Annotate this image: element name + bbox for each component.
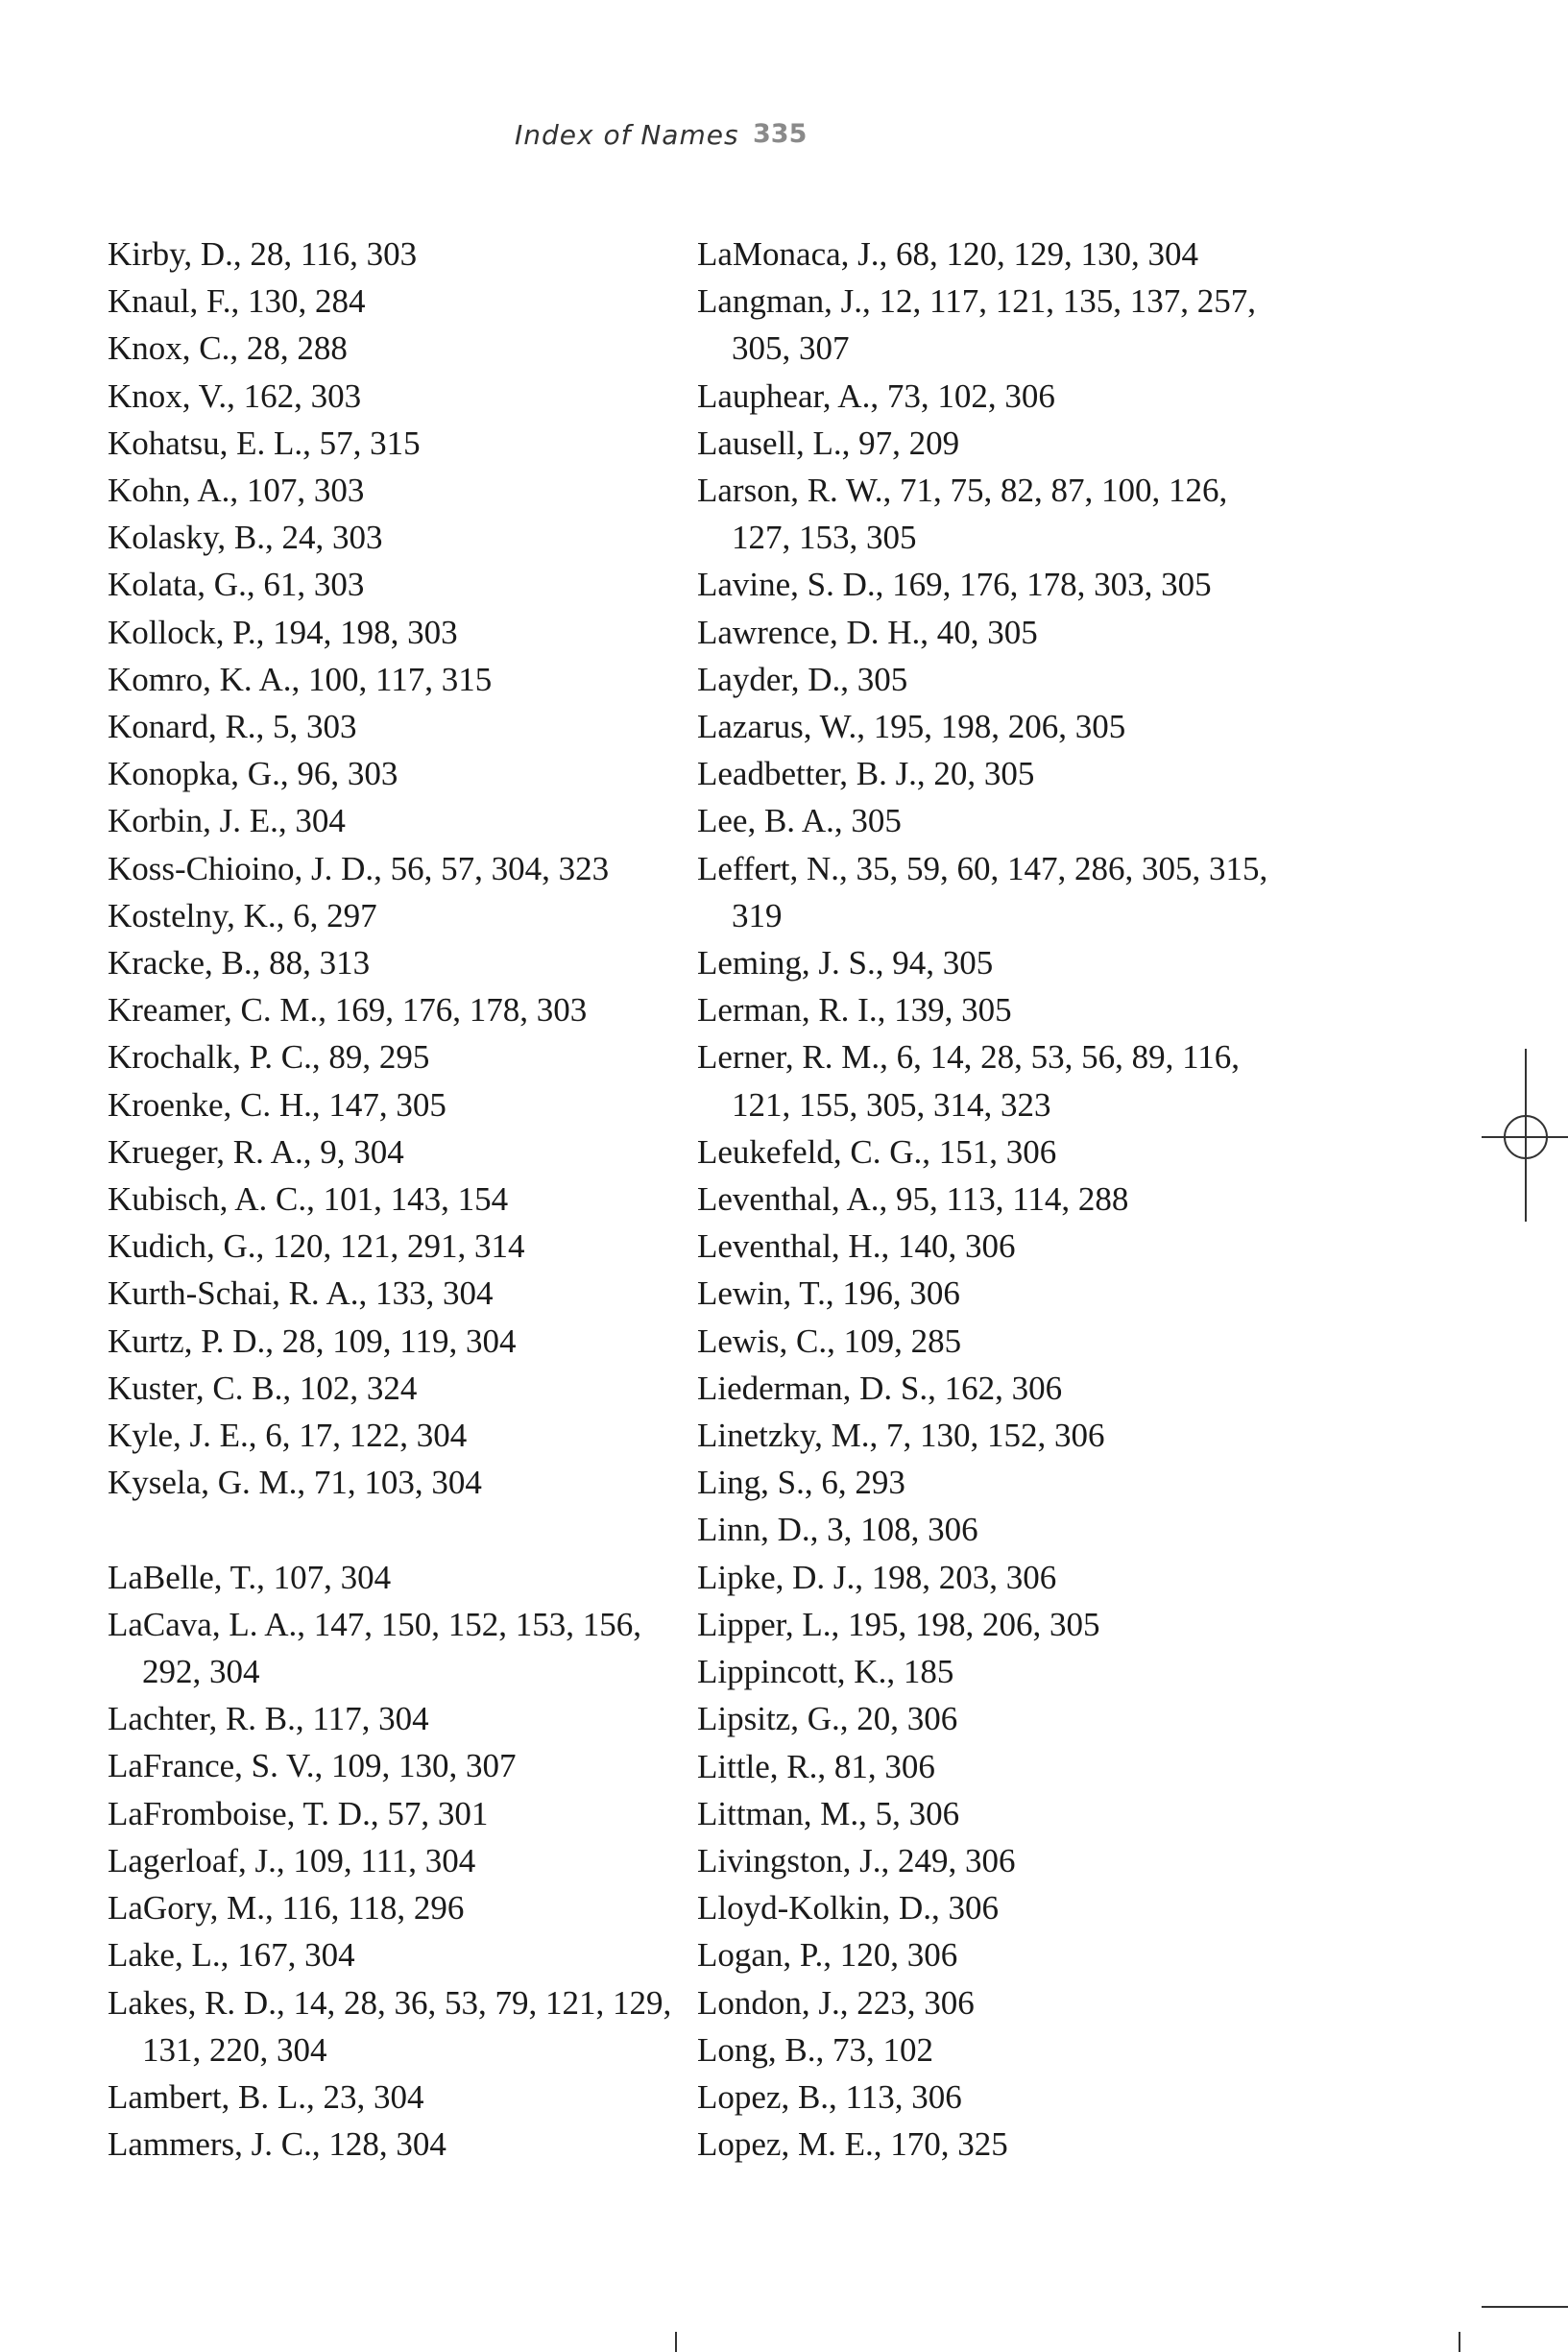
registration-target-icon [1504,1115,1548,1159]
index-entry: Lerner, R. M., 6, 14, 28, 53, 56, 89, 116, 121, 155, 305, 314, 323 [697,1038,1241,1124]
index-entry: Kohatsu, E. L., 57, 315 [108,424,421,462]
index-entry: Kollock, P., 194, 198, 303 [108,613,458,651]
index-column-right [697,230,1292,2168]
index-entry: Logan, P., 120, 306 [697,1936,958,1975]
index-entry: Konopka, G., 96, 303 [108,755,398,793]
index-entry: Lawrence, D. H., 40, 305 [697,613,1038,651]
index-entry: Little, R., 81, 306 [697,1747,935,1785]
index-entry: Kolata, G., 61, 303 [108,566,365,604]
index-entry: Leventhal, H., 140, 306 [697,1227,1016,1266]
index-entry: Livingston, J., 249, 306 [697,1841,1016,1879]
index-entry: Komro, K. A., 100, 117, 315 [108,660,493,698]
index-entry: Korbin, J. E., 304 [108,802,346,840]
index-entry: Kurtz, P. D., 28, 109, 119, 304 [108,1321,517,1360]
index-entry: Littman, M., 5, 306 [697,1794,960,1832]
index-column-left [108,230,674,2168]
index-entry: Lauphear, A., 73, 102, 306 [697,376,1055,415]
index-entry: Lopez, M. E., 170, 325 [697,2125,1008,2164]
crop-mark-bottom-right-vertical [1459,2332,1460,2352]
running-header [0,119,1568,158]
index-entry: Kohn, A., 107, 303 [108,472,365,510]
page-number: 335 [753,119,808,149]
index-entry: Linn, D., 3, 108, 306 [697,1511,978,1549]
index-entry: Leming, J. S., 94, 305 [697,944,994,982]
index-entry: Lee, B. A., 305 [697,802,902,840]
index-entry: Lambert, B. L., 23, 304 [108,2077,424,2116]
index-entry: Linetzky, M., 7, 130, 152, 306 [697,1417,1105,1455]
index-entry: Lloyd-Kolkin, D., 306 [697,1889,1000,1928]
index-entry: LaMonaca, J., 68, 120, 129, 130, 304 [697,235,1199,273]
section-gap [108,1506,674,1553]
index-entry: Leukefeld, C. G., 151, 306 [697,1132,1057,1171]
index-entry: Leventhal, A., 95, 113, 114, 288 [697,1180,1129,1219]
index-entry: Leffert, N., 35, 59, 60, 147, 286, 305, 315, 319 [697,849,1268,934]
index-entry: Liederman, D. S., 162, 306 [697,1369,1063,1407]
index-entry: Lipke, D. J., 198, 203, 306 [697,1558,1057,1596]
index-entry: Knox, C., 28, 288 [108,329,348,368]
index-entry: Kostelny, K., 6, 297 [108,896,377,934]
crop-mark-bottom-right-horizontal [1482,2306,1568,2308]
index-entry: LaBelle, T., 107, 304 [108,1558,392,1596]
index-entry: Kyle, J. E., 6, 17, 122, 304 [108,1417,468,1455]
index-entry: LaCava, L. A., 147, 150, 152, 153, 156, 292, 304 [108,1605,642,1691]
index-entry: Lakes, R. D., 14, 28, 36, 53, 79, 121, 129, 131, 220, 304 [108,1983,672,2069]
index-entry: Lippincott, K., 185 [697,1653,954,1691]
index-entry: Kreamer, C. M., 169, 176, 178, 303 [108,991,588,1030]
index-entry: Lewis, C., 109, 285 [697,1321,962,1360]
index-entry: London, J., 223, 306 [697,1983,975,2022]
index-entry: Kolasky, B., 24, 303 [108,519,383,557]
index-entry: Larson, R. W., 71, 75, 82, 87, 100, 126, 127, 153, 305 [697,472,1228,557]
crop-mark-bottom-center [675,2332,677,2352]
index-entry: LaFrance, S. V., 109, 130, 307 [108,1747,517,1785]
header-title: Index of Names [515,119,739,151]
index-entry: Long, B., 73, 102 [697,2030,933,2069]
index-entry: Krochalk, P. C., 89, 295 [108,1038,430,1077]
index-entry: Langman, J., 12, 117, 121, 135, 137, 257, 305, 307 [697,282,1256,368]
index-entry: Lammers, J. C., 128, 304 [108,2125,446,2164]
index-entry: Lipper, L., 195, 198, 206, 305 [697,1605,1100,1643]
index-entry: Kubisch, A. C., 101, 143, 154 [108,1180,509,1219]
index-entry: Kudich, G., 120, 121, 291, 314 [108,1227,525,1266]
index-entry: LaFromboise, T. D., 57, 301 [108,1794,489,1832]
index-entry: Kuster, C. B., 102, 324 [108,1369,418,1407]
index-entry: Lewin, T., 196, 306 [697,1274,960,1313]
index-entry: Koss-Chioino, J. D., 56, 57, 304, 323 [108,849,610,887]
index-entry: Lachter, R. B., 117, 304 [108,1700,429,1738]
index-entry: Lerman, R. I., 139, 305 [697,991,1012,1030]
index-entry: Lake, L., 167, 304 [108,1936,355,1975]
index-entry: Kroenke, C. H., 147, 305 [108,1085,446,1124]
index-entry: Kirby, D., 28, 116, 303 [108,235,418,273]
index-entry: Krueger, R. A., 9, 304 [108,1132,404,1171]
index-entry: Lipsitz, G., 20, 306 [697,1700,958,1738]
index-entry: Knox, V., 162, 303 [108,376,362,415]
index-entry: Lausell, L., 97, 209 [697,424,960,462]
index-entry: Kurth-Schai, R. A., 133, 304 [108,1274,494,1313]
index-entry: LaGory, M., 116, 118, 296 [108,1889,465,1928]
index-entry: Lavine, S. D., 169, 176, 178, 303, 305 [697,566,1212,604]
index-entry: Knaul, F., 130, 284 [108,282,366,321]
index-entry: Lagerloaf, J., 109, 111, 304 [108,1841,476,1879]
index-entry: Kracke, B., 88, 313 [108,944,371,982]
index-entry: Lopez, B., 113, 306 [697,2077,962,2116]
index-entry: Layder, D., 305 [697,660,908,698]
index-entry: Leadbetter, B. J., 20, 305 [697,755,1035,793]
index-entry: Ling, S., 6, 293 [697,1464,905,1502]
index-entry: Lazarus, W., 195, 198, 206, 305 [697,708,1126,746]
index-entry: Konard, R., 5, 303 [108,708,357,746]
index-entry: Kysela, G. M., 71, 103, 304 [108,1464,482,1502]
